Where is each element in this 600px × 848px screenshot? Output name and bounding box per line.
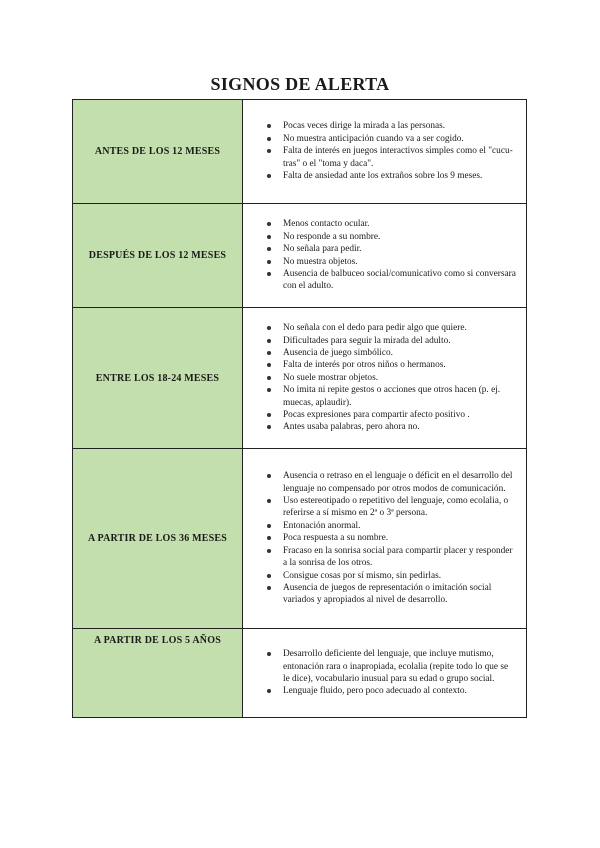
table-row <box>73 204 527 308</box>
list-item: No señala con el dedo para pedir algo que quiere. <box>283 322 516 334</box>
list-item: No muestra anticipación cuando va a ser cogido. <box>283 133 516 145</box>
list-item: Uso estereotipado o repetitivo del lenguaje, como ecolalia, o referirse a sí mismo en 2ª o 3ª persona. <box>283 495 516 520</box>
table-row <box>73 629 527 718</box>
list-item: Lenguaje fluido, pero poco adecuado al contexto. <box>283 685 516 697</box>
list-item: Ausencia de juegos de representación o imitación social variados y apropiados al nivel de desarrollo. <box>283 582 516 607</box>
warning-signs-cell <box>243 449 527 629</box>
signs-list <box>243 464 526 612</box>
warning-signs-cell <box>243 204 527 308</box>
signs-list <box>243 212 526 298</box>
list-item: No muestra objetos. <box>283 256 516 268</box>
list-item: Antes usaba palabras, pero ahora no. <box>283 421 516 433</box>
table-row <box>73 308 527 449</box>
signs-list <box>243 316 526 440</box>
age-range-cell: ENTRE LOS 18-24 MESES <box>73 308 243 449</box>
table-row <box>73 100 527 204</box>
list-item: Ausencia de juego simbólico. <box>283 347 516 359</box>
warning-signs-cell <box>243 100 527 204</box>
list-item: Falta de interés por otros niños o hermanos. <box>283 359 516 371</box>
list-item: Ausencia o retraso en el lenguaje o déficit en el desarrollo del lenguaje no compensado por otros modos de comunicación. <box>283 470 516 495</box>
age-range-cell: ANTES DE LOS 12 MESES <box>73 100 243 204</box>
list-item: Pocas veces dirige la mirada a las personas. <box>283 120 516 132</box>
age-range-cell: DESPUÉS DE LOS 12 MESES <box>73 204 243 308</box>
list-item: No responde a su nombre. <box>283 231 516 243</box>
list-item: Ausencia de balbuceo social/comunicativo como si conversara con el adulto. <box>283 268 516 292</box>
list-item: No imita ni repite gestos o acciones que otros hacen (p. ej. muecas, aplaudir). <box>283 384 516 409</box>
list-item: Poca respuesta a su nombre. <box>283 532 516 544</box>
list-item: No señala para pedir. <box>283 243 516 255</box>
page-title: SIGNOS DE ALERTA <box>210 74 390 94</box>
list-item: No suele mostrar objetos. <box>283 372 516 384</box>
table-row <box>73 449 527 629</box>
list-item: Desarrollo deficiente del lenguaje, que incluye mutismo, entonación rara o inapropiada, ecolalia (repite todo lo que se le dice), vocabulario inusual para su edad o grupo social. <box>283 648 516 685</box>
list-item: Dificultades para seguir la mirada del adulto. <box>283 335 516 347</box>
age-range-cell: A PARTIR DE LOS 5 AÑOS <box>73 629 243 718</box>
list-item: Menos contacto ocular. <box>283 218 516 230</box>
warning-signs-cell <box>243 308 527 449</box>
table-body <box>73 100 527 718</box>
list-item: Falta de ansiedad ante los extraños sobre los 9 meses. <box>283 170 516 182</box>
list-item: Consigue cosas por sí mismo, sin pedirlas. <box>283 570 516 582</box>
alert-signs-table <box>72 99 527 718</box>
signs-list <box>243 642 526 704</box>
age-range-cell: A PARTIR DE LOS 36 MESES <box>73 449 243 629</box>
list-item: Pocas expresiones para compartir afecto positivo . <box>283 409 516 421</box>
list-item: Entonación anormal. <box>283 520 516 532</box>
signs-list <box>243 114 526 188</box>
list-item: Falta de interés en juegos interactivos simples como el "cucu-tras" o el "toma y daca". <box>283 145 516 170</box>
warning-signs-cell <box>243 629 527 718</box>
list-item: Fracaso en la sonrisa social para compartir placer y responder a la sonrisa de los otros. <box>283 545 516 570</box>
